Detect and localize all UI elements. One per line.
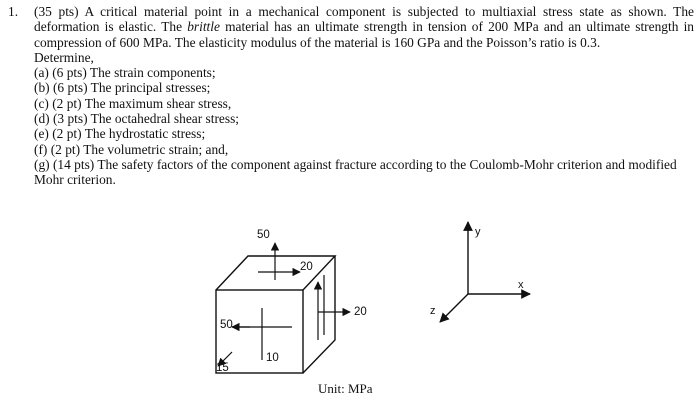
label-right-normal: 20 bbox=[354, 306, 367, 318]
intro-text-1: A critical material point in a mechanical component is subjected to multiaxial stress state as shown. The deformation is elastic. The bbox=[34, 4, 694, 35]
coordinate-axes bbox=[440, 222, 530, 322]
item-f: (f) (2 pt) The volumetric strain; and, bbox=[34, 141, 229, 157]
axis-label-y: y bbox=[475, 226, 481, 238]
item-c: (c) (2 pt) The maximum shear stress, bbox=[34, 95, 232, 111]
points-total: (35 pts) bbox=[34, 4, 79, 19]
item-g: (g) (14 pts) The safety factors of the component against fracture according to the Coulomb-Mohr criterion and modified Mohr criterion. bbox=[34, 156, 677, 188]
item-b: (b) (6 pts) The principal stresses; bbox=[34, 80, 211, 96]
label-front-shear: 10 bbox=[266, 352, 279, 364]
z-axis-arrow bbox=[440, 294, 468, 322]
label-top-normal: 50 bbox=[257, 229, 270, 241]
question-number: 1. bbox=[8, 4, 19, 19]
item-e: (e) (2 pt) The hydrostatic stress; bbox=[34, 126, 206, 142]
label-front-normal: 15 bbox=[216, 362, 229, 374]
axis-label-z: z bbox=[430, 305, 436, 317]
intro-text-2: material has an ultimate strength in tension of 200 MPa and an ultimate strength in compression of 600 MPa. The elasticity modulus of the material is 160 GPa and the Poisson’s ratio is 0.3. bbox=[34, 19, 694, 50]
unit-label: Unit: MPa bbox=[318, 381, 373, 396]
label-top-shear: 20 bbox=[300, 261, 313, 273]
determine-label: Determine, bbox=[34, 49, 94, 65]
brittle-word: brittle bbox=[187, 19, 220, 35]
label-left-normal: 50 bbox=[220, 319, 233, 331]
cube-front-face bbox=[216, 290, 303, 373]
item-a: (a) (6 pts) The strain components; bbox=[34, 65, 216, 81]
item-d: (d) (3 pts) The octahedral shear stress; bbox=[34, 111, 240, 127]
axis-label-x: x bbox=[518, 279, 524, 291]
